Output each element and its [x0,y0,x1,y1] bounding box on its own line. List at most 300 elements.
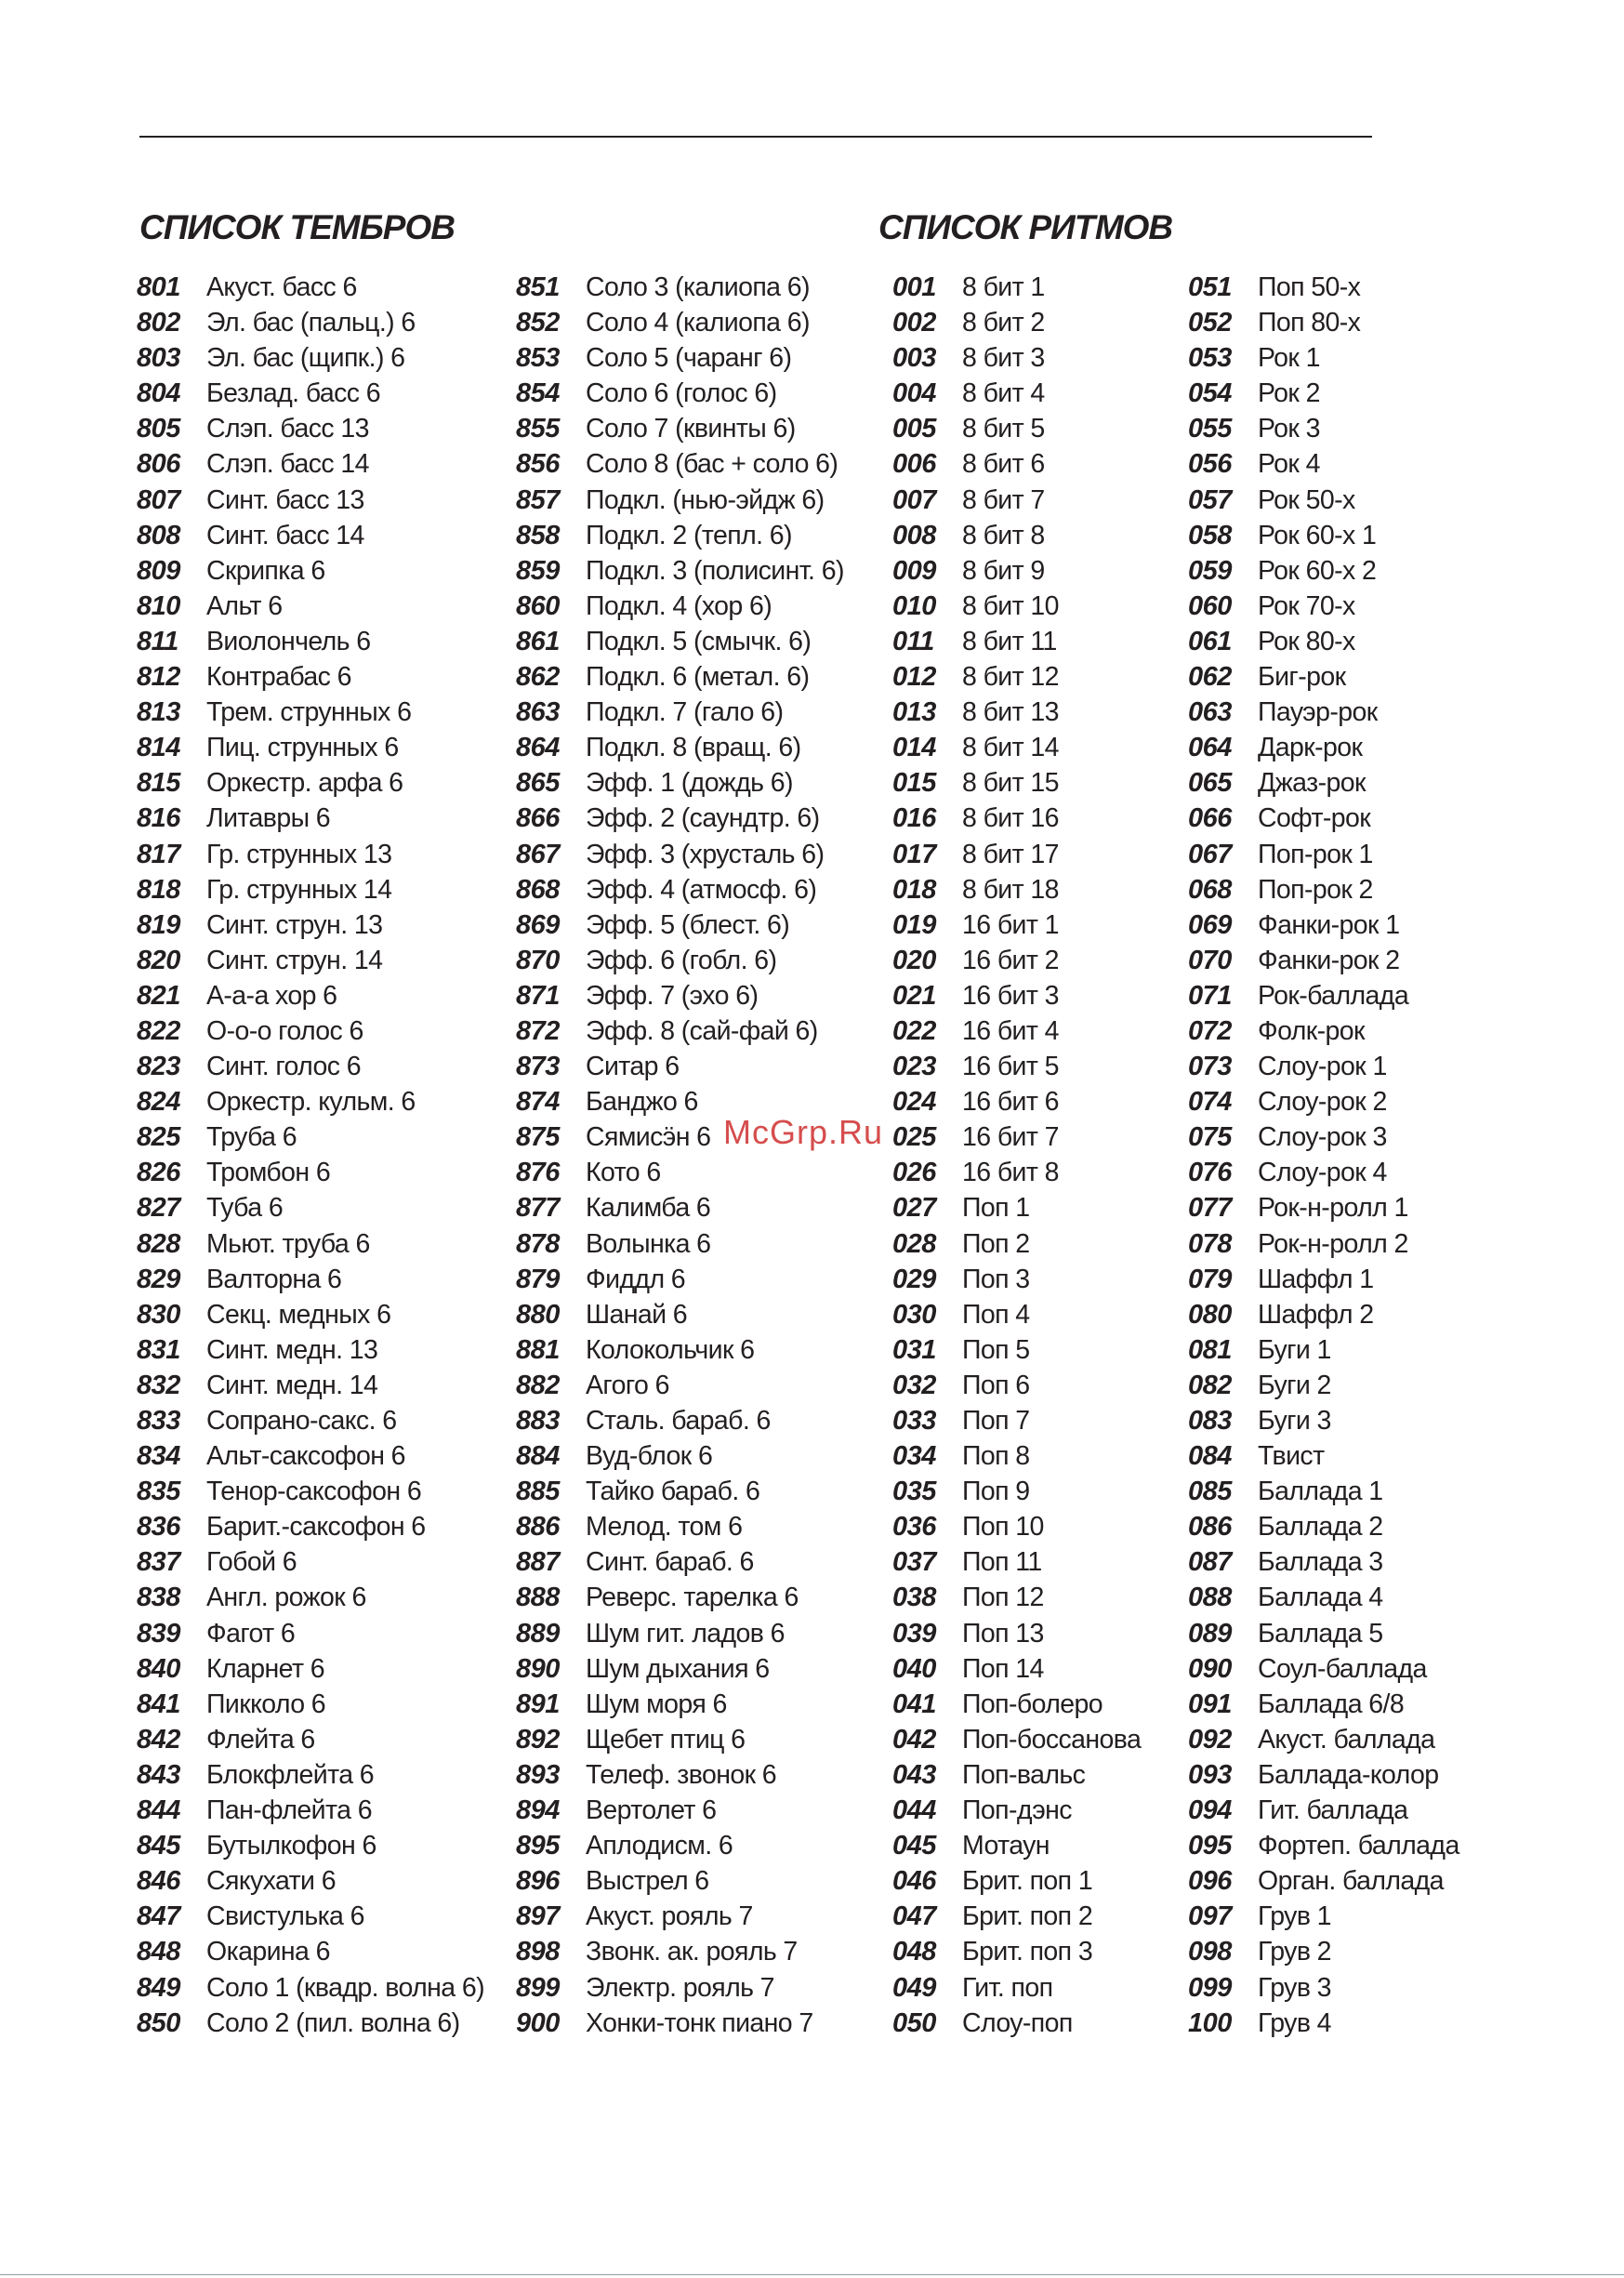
item-number: 024 [892,1087,936,1118]
item-number: 809 [137,555,180,586]
list-item [516,270,844,305]
list-item [516,1155,844,1190]
list-item [137,1509,484,1544]
item-name: 16 бит 8 [962,1158,1059,1188]
item-name: Пауэр-рок [1258,697,1378,728]
item-number: 071 [1188,980,1232,1011]
list-item [892,1368,1141,1403]
list-item [892,376,1141,411]
item-number: 895 [516,1831,560,1861]
list-item [1188,1084,1459,1119]
list-item [892,411,1141,446]
list-item [516,907,844,943]
list-item [892,1970,1141,2006]
item-number: 889 [516,1618,560,1649]
list-item [516,2006,844,2041]
item-name: Соул-баллада [1258,1653,1427,1684]
item-name: 16 бит 2 [962,945,1059,975]
item-name: Грув 2 [1258,1937,1331,1967]
list-item [137,553,484,589]
item-name: Фанки-рок 1 [1258,909,1400,940]
item-number: 029 [892,1264,936,1294]
item-number: 066 [1188,803,1232,834]
list-item [892,1544,1141,1580]
item-name: Кларнет 6 [206,1653,324,1684]
list-item [516,1899,844,1934]
item-name: Туба 6 [206,1193,284,1224]
item-name: Соло 6 (голос 6) [586,378,777,409]
item-number: 079 [1188,1264,1232,1294]
list-item [892,837,1141,872]
item-number: 018 [892,874,936,905]
list-item [137,1262,484,1297]
list-item [137,1226,484,1262]
list-item [892,1226,1141,1262]
item-number: 047 [892,1901,936,1932]
item-number: 839 [137,1618,180,1649]
list-item [137,1474,484,1509]
item-name: Аплодисм. 6 [586,1831,733,1861]
item-name: Подкл. 6 (метал. 6) [586,662,810,693]
list-item [892,1403,1141,1438]
item-number: 898 [516,1937,560,1967]
list-item [137,801,484,836]
item-name: 8 бит 9 [962,555,1045,586]
item-name: Тромбон 6 [206,1158,331,1188]
item-number: 017 [892,839,936,869]
item-name: 8 бит 14 [962,733,1059,763]
item-number: 074 [1188,1087,1232,1118]
item-name: Валторна 6 [206,1264,342,1294]
list-item [1188,1049,1459,1084]
item-number: 804 [137,378,180,409]
item-number: 830 [137,1299,180,1330]
item-number: 869 [516,909,560,940]
item-number: 827 [137,1193,180,1224]
item-name: Биг-рок [1258,662,1346,693]
item-number: 003 [892,343,936,374]
item-name: 8 бит 6 [962,449,1045,480]
item-name: Подкл. (нью-эйдж 6) [586,484,825,515]
item-number: 040 [892,1653,936,1684]
item-number: 067 [1188,839,1232,869]
item-number: 030 [892,1299,936,1330]
item-number: 836 [137,1512,180,1543]
list-item [1188,765,1459,801]
item-name: Эфф. 3 (хрусталь 6) [586,839,825,869]
item-name: Синт. голос 6 [206,1052,361,1082]
item-name: Шаффл 2 [1258,1299,1374,1330]
item-number: 033 [892,1406,936,1436]
item-number: 821 [137,980,180,1011]
item-number: 870 [516,945,560,975]
item-name: Рок 1 [1258,343,1320,374]
item-name: Барит.-саксофон 6 [206,1512,426,1543]
item-name: Эфф. 4 (атмосф. 6) [586,874,817,905]
list-item [892,1332,1141,1368]
item-number: 862 [516,662,560,693]
list-item [137,943,484,978]
list-item [516,1722,844,1757]
list-item [516,837,844,872]
item-name: Фагот 6 [206,1618,296,1649]
item-name: Слэп. басс 13 [206,414,369,444]
item-number: 022 [892,1015,936,1046]
item-number: 008 [892,520,936,550]
item-number: 880 [516,1299,560,1330]
list-item [516,1651,844,1687]
list-item [516,1226,844,1262]
item-number: 819 [137,909,180,940]
item-name: Поп 10 [962,1512,1044,1543]
item-name: Поп-боссанова [962,1724,1142,1755]
list-item [1188,943,1459,978]
list-item [137,730,484,765]
item-number: 005 [892,414,936,444]
list-item [892,1084,1141,1119]
item-name: Синт. бараб. 6 [586,1547,754,1578]
item-number: 014 [892,733,936,763]
list-item [137,589,484,624]
item-number: 055 [1188,414,1232,444]
item-number: 016 [892,803,936,834]
list-item [1188,1474,1459,1509]
list-item [516,553,844,589]
item-number: 842 [137,1724,180,1755]
item-number: 063 [1188,697,1232,728]
item-name: Телеф. звонок 6 [586,1759,777,1790]
list-item [892,1934,1141,1969]
item-number: 051 [1188,272,1232,302]
item-name: Щебет птиц 6 [586,1724,746,1755]
item-number: 885 [516,1477,560,1507]
list-item [1188,1863,1459,1899]
list-item [516,1403,844,1438]
list-item [137,483,484,518]
list-item [516,695,844,730]
item-name: Акуст. баллада [1258,1724,1435,1755]
item-name: 8 бит 8 [962,520,1045,550]
item-number: 832 [137,1370,180,1400]
list-item [1188,1332,1459,1368]
item-number: 056 [1188,449,1232,480]
list-item [1188,730,1459,765]
item-name: Электр. рояль 7 [586,1972,774,2003]
item-name: 8 бит 15 [962,768,1059,799]
list-item [1188,1970,1459,2006]
item-name: Литавры 6 [206,803,331,834]
list-item [892,1262,1141,1297]
item-name: Мьют. труба 6 [206,1228,370,1259]
item-number: 028 [892,1228,936,1259]
list-item [892,978,1141,1013]
item-name: Баллада 6/8 [1258,1689,1405,1719]
list-item [516,1509,844,1544]
list-item [1188,837,1459,872]
item-name: А-а-а хор 6 [206,980,337,1011]
item-number: 097 [1188,1901,1232,1932]
item-number: 876 [516,1158,560,1188]
item-number: 891 [516,1689,560,1719]
list-item [1188,1297,1459,1332]
item-number: 867 [516,839,560,869]
item-number: 824 [137,1087,180,1118]
list-item [137,1580,484,1615]
item-name: Окарина 6 [206,1937,330,1967]
item-number: 807 [137,484,180,515]
item-name: 16 бит 5 [962,1052,1059,1082]
item-name: Баллада 5 [1258,1618,1383,1649]
item-number: 883 [516,1406,560,1436]
item-name: Гр. струнных 13 [206,839,392,869]
item-name: Слоу-рок 2 [1258,1087,1387,1118]
item-number: 023 [892,1052,936,1082]
list-item [1188,1262,1459,1297]
item-name: Шум моря 6 [586,1689,727,1719]
item-name: 8 бит 16 [962,803,1059,834]
item-name: Мотаун [962,1831,1050,1861]
list-item [1188,1580,1459,1615]
item-number: 818 [137,874,180,905]
item-name: Альт 6 [206,590,283,621]
item-name: Рок 80-х [1258,626,1355,656]
item-number: 816 [137,803,180,834]
list-item [892,1190,1141,1225]
item-number: 054 [1188,378,1232,409]
item-name: Поп-дэнс [962,1795,1072,1826]
item-number: 093 [1188,1759,1232,1790]
item-number: 060 [1188,590,1232,621]
list-item [137,1297,484,1332]
item-number: 850 [137,2007,180,2038]
item-number: 811 [137,626,178,656]
item-number: 073 [1188,1052,1232,1082]
list-item [892,624,1141,659]
item-name: Поп-болеро [962,1689,1102,1719]
item-number: 035 [892,1477,936,1507]
item-name: Гит. баллада [1258,1795,1408,1826]
item-name: Буги 1 [1258,1334,1331,1365]
list-item [137,1084,484,1119]
item-name: Поп-рок 1 [1258,839,1373,869]
item-number: 808 [137,520,180,550]
list-item [137,1934,484,1969]
item-name: 16 бит 7 [962,1122,1059,1153]
item-name: Подкл. 4 (хор 6) [586,590,772,621]
list-item [516,1049,844,1084]
list-item [1188,270,1459,305]
list-item [516,1863,844,1899]
item-number: 820 [137,945,180,975]
list-item [892,1722,1141,1757]
item-number: 888 [516,1583,560,1613]
list-item [516,1013,844,1049]
item-number: 865 [516,768,560,799]
item-number: 095 [1188,1831,1232,1861]
list-item [1188,1793,1459,1828]
list-item [1188,1013,1459,1049]
item-number: 801 [137,272,180,302]
item-name: Джаз-рок [1258,768,1366,799]
item-name: 8 бит 13 [962,697,1059,728]
item-name: 8 бит 7 [962,484,1045,515]
list-item [892,1297,1141,1332]
item-number: 084 [1188,1441,1232,1472]
item-name: Поп 3 [962,1264,1030,1294]
item-number: 007 [892,484,936,515]
item-name: Брит. поп 2 [962,1901,1093,1932]
item-name: Рок-баллада [1258,980,1409,1011]
watermark: McGrp.Ru [723,1113,884,1151]
item-number: 813 [137,697,180,728]
item-name: Пиц. струнных 6 [206,733,399,763]
item-name: Поп 4 [962,1299,1030,1330]
list-item [1188,376,1459,411]
item-number: 858 [516,520,560,550]
list-item [892,1049,1141,1084]
list-item [1188,1509,1459,1544]
item-number: 061 [1188,626,1232,656]
item-name: Баллада-колор [1258,1759,1439,1790]
item-name: 8 бит 3 [962,343,1045,374]
item-name: Шум дыхания 6 [586,1653,770,1684]
list-item [892,1687,1141,1722]
list-item [516,1262,844,1297]
rhythms-title: СПИСОК РИТМОВ [878,208,1173,246]
item-number: 890 [516,1653,560,1684]
item-number: 853 [516,343,560,374]
item-number: 096 [1188,1866,1232,1897]
item-name: 8 бит 2 [962,308,1045,338]
item-name: Рок-н-ролл 2 [1258,1228,1408,1259]
item-name: Рок 50-х [1258,484,1355,515]
item-name: Акуст. рояль 7 [586,1901,753,1932]
list-item [137,1793,484,1828]
item-name: Банджо 6 [586,1087,698,1118]
item-number: 841 [137,1689,180,1719]
item-name: Эл. бас (пальц.) 6 [206,308,416,338]
list-item [137,695,484,730]
item-name: Эфф. 7 (эхо 6) [586,980,759,1011]
list-item [137,270,484,305]
list-item [892,1013,1141,1049]
item-name: Слоу-рок 1 [1258,1052,1387,1082]
item-number: 045 [892,1831,936,1861]
item-number: 848 [137,1937,180,1967]
item-name: Акуст. басс 6 [206,272,357,302]
item-name: Орган. баллада [1258,1866,1444,1897]
item-name: Пикколо 6 [206,1689,326,1719]
item-number: 049 [892,1972,936,2003]
item-name: Сталь. бараб. 6 [586,1406,771,1436]
list-item [1188,1403,1459,1438]
list-item [516,1544,844,1580]
item-number: 844 [137,1795,180,1826]
list-item [516,1474,844,1509]
list-item [516,1828,844,1863]
list-item [137,659,484,695]
item-name: Соло 3 (калиопа 6) [586,272,810,302]
list-item [137,1368,484,1403]
list-item [137,1970,484,2006]
item-name: 8 бит 1 [962,272,1045,302]
item-number: 881 [516,1334,560,1365]
list-item [1188,978,1459,1013]
item-name: Гит. поп [962,1972,1053,2003]
item-number: 059 [1188,555,1232,586]
item-name: Слоу-поп [962,2007,1073,2038]
list-item [516,872,844,907]
item-name: Агого 6 [586,1370,669,1400]
item-name: Контрабас 6 [206,662,351,693]
list-item [516,1616,844,1651]
item-number: 011 [892,626,934,656]
item-name: Труба 6 [206,1122,297,1153]
item-number: 845 [137,1831,180,1861]
list-item [1188,553,1459,589]
item-number: 042 [892,1724,936,1755]
list-item [892,553,1141,589]
item-name: Эфф. 6 (гобл. 6) [586,945,777,975]
list-item [137,1119,484,1155]
list-item [892,765,1141,801]
list-item [892,1474,1141,1509]
list-item [1188,1828,1459,1863]
list-item [892,659,1141,695]
item-name: 8 бит 12 [962,662,1059,693]
item-number: 089 [1188,1618,1232,1649]
item-number: 006 [892,449,936,480]
list-item [892,907,1141,943]
item-number: 856 [516,449,560,480]
item-number: 062 [1188,662,1232,693]
item-name: Вертолет 6 [586,1795,717,1826]
item-name: Подкл. 5 (смычк. 6) [586,626,812,656]
list-item [516,340,844,376]
item-number: 083 [1188,1406,1232,1436]
item-name: Грув 4 [1258,2007,1331,2038]
list-item [516,411,844,446]
item-name: Баллада 1 [1258,1477,1383,1507]
item-number: 854 [516,378,560,409]
item-number: 843 [137,1759,180,1790]
item-number: 815 [137,768,180,799]
item-name: О-о-о голос 6 [206,1015,363,1046]
list-item [892,2006,1141,2041]
list-item [516,1297,844,1332]
timbres-column-2 [516,270,844,2041]
item-name: Грув 3 [1258,1972,1331,2003]
item-number: 076 [1188,1158,1232,1188]
item-name: Эфф. 5 (блест. 6) [586,909,790,940]
list-item [137,2006,484,2041]
item-name: Дарк-рок [1258,733,1363,763]
item-number: 012 [892,662,936,693]
item-name: Поп 80-х [1258,308,1361,338]
item-number: 039 [892,1618,936,1649]
list-item [1188,907,1459,943]
item-number: 864 [516,733,560,763]
item-number: 026 [892,1158,936,1188]
item-number: 855 [516,414,560,444]
item-number: 817 [137,839,180,869]
item-name: Буги 3 [1258,1406,1331,1436]
list-item [892,872,1141,907]
item-name: Безлад. басс 6 [206,378,381,409]
item-number: 025 [892,1122,936,1153]
list-item [137,446,484,482]
item-name: Поп 14 [962,1653,1044,1684]
